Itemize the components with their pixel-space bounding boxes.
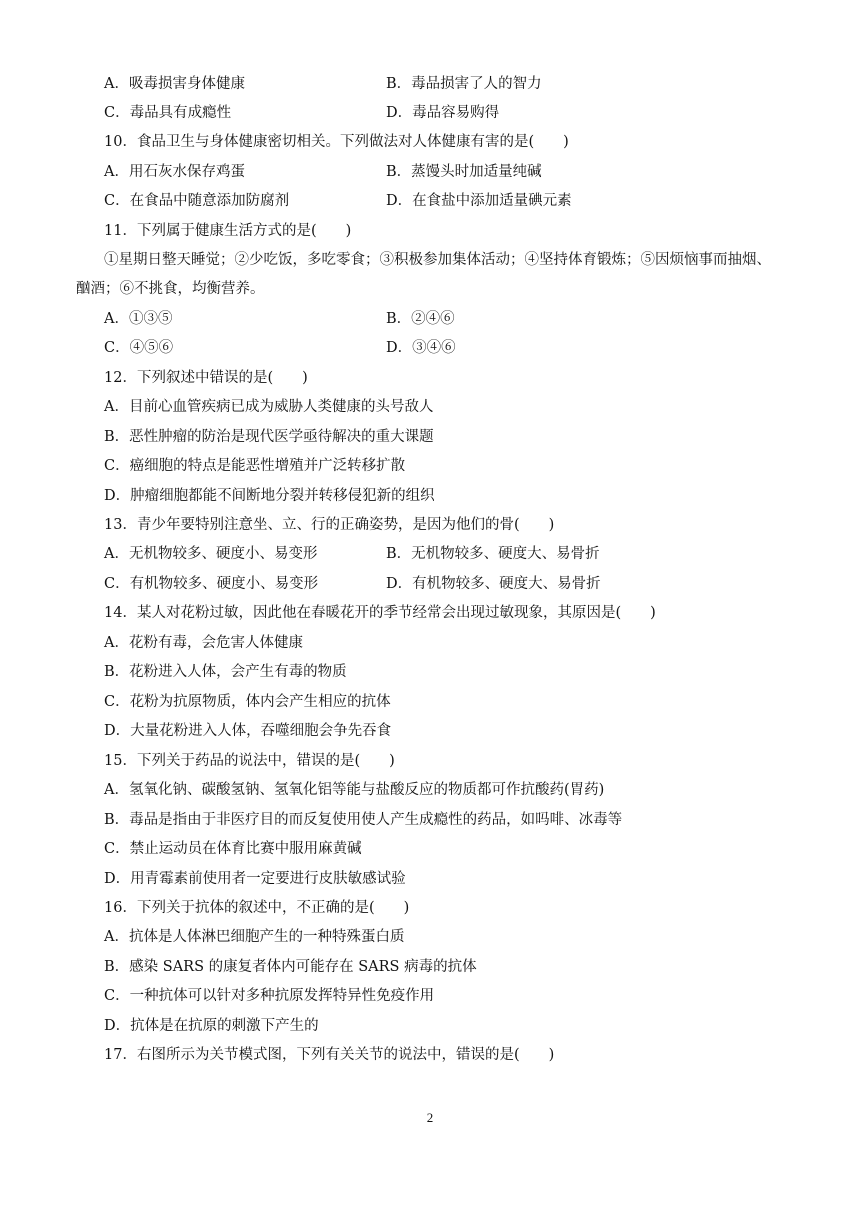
question-16-option-b <box>0 953 860 982</box>
question-11-options-row-1 <box>0 305 860 334</box>
question-stem: 13．青少年要特别注意坐、立、行的正确姿势，是因为他们的骨( ) <box>104 517 555 533</box>
option-c: C．④⑤⑥ <box>104 340 174 356</box>
question-stem: 17．右图所示为关节模式图，下列有关关节的说法中，错误的是( ) <box>104 1047 555 1063</box>
option-c: C．禁止运动员在体育比赛中服用麻黄碱 <box>104 841 362 857</box>
question-10-options-row-1 <box>0 158 860 187</box>
question-12-option-d <box>0 482 860 511</box>
question-stem: 14．某人对花粉过敏，因此他在春暖花开的季节经常会出现过敏现象，其原因是( ) <box>104 605 656 621</box>
option-d: D．在食盐中添加适量碘元素 <box>386 193 572 209</box>
option-c: C．有机物较多、硬度小、易变形 <box>104 576 319 592</box>
option-c: C．癌细胞的特点是能恶性增殖并广泛转移扩散 <box>104 458 406 474</box>
question-10-options-row-2 <box>0 187 860 216</box>
question-15-option-b <box>0 806 860 835</box>
option-d: D．肿瘤细胞都能不间断地分裂并转移侵犯新的组织 <box>104 488 435 504</box>
question-12-stem <box>0 364 860 393</box>
page-number: 2 <box>426 1110 434 1125</box>
option-a: A．吸毒损害身体健康 <box>104 76 245 92</box>
question-15-option-c <box>0 835 860 864</box>
option-d: D．毒品容易购得 <box>386 105 500 121</box>
paragraph-text: ①星期日整天睡觉；②少吃饭，多吃零食；③积极参加集体活动；④坚持体育锻炼；⑤因烦恼事而抽烟、 <box>104 252 771 268</box>
question-15-option-d <box>0 865 860 894</box>
question-16-option-a <box>0 923 860 952</box>
option-a: A．目前心血管疾病已成为威胁人类健康的头号敌人 <box>104 399 434 415</box>
option-c: C．花粉为抗原物质，体内会产生相应的抗体 <box>104 694 391 710</box>
option-a: A．①③⑤ <box>104 311 173 327</box>
question-15-stem <box>0 747 860 776</box>
question-11-paragraph-line-1 <box>0 246 860 275</box>
question-12-option-b <box>0 423 860 452</box>
option-c: C．一种抗体可以针对多种抗原发挥特异性免疫作用 <box>104 988 435 1004</box>
option-b: B．蒸馒头时加适量纯碱 <box>386 164 542 180</box>
question-10-stem <box>0 128 860 157</box>
question-14-stem <box>0 599 860 628</box>
option-b: B．毒品损害了人的智力 <box>386 76 542 92</box>
question-14-option-a <box>0 629 860 658</box>
option-b: B．②④⑥ <box>386 311 455 327</box>
question-13-stem <box>0 511 860 540</box>
option-d: D．用青霉素前使用者一定要进行皮肤敏感试验 <box>104 871 406 887</box>
option-c: C．毒品具有成瘾性 <box>104 105 232 121</box>
option-a: A．无机物较多、硬度小、易变形 <box>104 546 318 562</box>
question-17-stem <box>0 1041 860 1070</box>
option-a: A．用石灰水保存鸡蛋 <box>104 164 245 180</box>
option-d: D．有机物较多、硬度大、易骨折 <box>386 576 601 592</box>
option-d: D．大量花粉进入人体，吞噬细胞会争先吞食 <box>104 723 392 739</box>
question-15-option-a <box>0 776 860 805</box>
option-b: B．无机物较多、硬度大、易骨折 <box>386 546 600 562</box>
option-a: A．花粉有毒，会危害人体健康 <box>104 635 303 651</box>
option-a: A．氢氧化钠、碳酸氢钠、氢氧化铝等能与盐酸反应的物质都可作抗酸药(胃药) <box>104 782 605 798</box>
option-d: D．抗体是在抗原的刺激下产生的 <box>104 1018 319 1034</box>
question-13-options-row-2 <box>0 570 860 599</box>
option-c: C．在食品中随意添加防腐剂 <box>104 193 290 209</box>
question-stem: 15．下列关于药品的说法中，错误的是( ) <box>104 753 395 769</box>
option-b: B．感染 SARS 的康复者体内可能存在 SARS 病毒的抗体 <box>104 959 477 975</box>
question-14-option-b <box>0 658 860 687</box>
question-16-stem <box>0 894 860 923</box>
question-16-option-d <box>0 1012 860 1041</box>
question-11-options-row-2 <box>0 334 860 363</box>
question-11-stem <box>0 217 860 246</box>
question-13-options-row-1 <box>0 540 860 569</box>
option-b: B．恶性肿瘤的防治是现代医学亟待解决的重大课题 <box>104 429 434 445</box>
paragraph-text: 酗酒；⑥不挑食，均衡营养。 <box>76 281 265 297</box>
option-b: B．花粉进入人体，会产生有毒的物质 <box>104 664 347 680</box>
question-stem: 11．下列属于健康生活方式的是( ) <box>104 223 352 239</box>
question-14-option-d <box>0 717 860 746</box>
question-stem: 10．食品卫生与身体健康密切相关。下列做法对人体健康有害的是( ) <box>104 134 569 150</box>
option-b: B．毒品是指由于非医疗目的而反复使用使人产生成瘾性的药品，如吗啡、冰毒等 <box>104 812 623 828</box>
question-stem: 12．下列叙述中错误的是( ) <box>104 370 308 386</box>
question-9-options-row-1 <box>0 70 860 99</box>
question-12-option-c <box>0 452 860 481</box>
question-16-option-c <box>0 982 860 1011</box>
question-9-options-row-2 <box>0 99 860 128</box>
question-11-paragraph-line-2 <box>0 275 860 304</box>
question-14-option-c <box>0 688 860 717</box>
option-a: A．抗体是人体淋巴细胞产生的一种特殊蛋白质 <box>104 929 405 945</box>
option-d: D．③④⑥ <box>386 340 456 356</box>
question-12-option-a <box>0 393 860 422</box>
question-stem: 16．下列关于抗体的叙述中，不正确的是( ) <box>104 900 410 916</box>
